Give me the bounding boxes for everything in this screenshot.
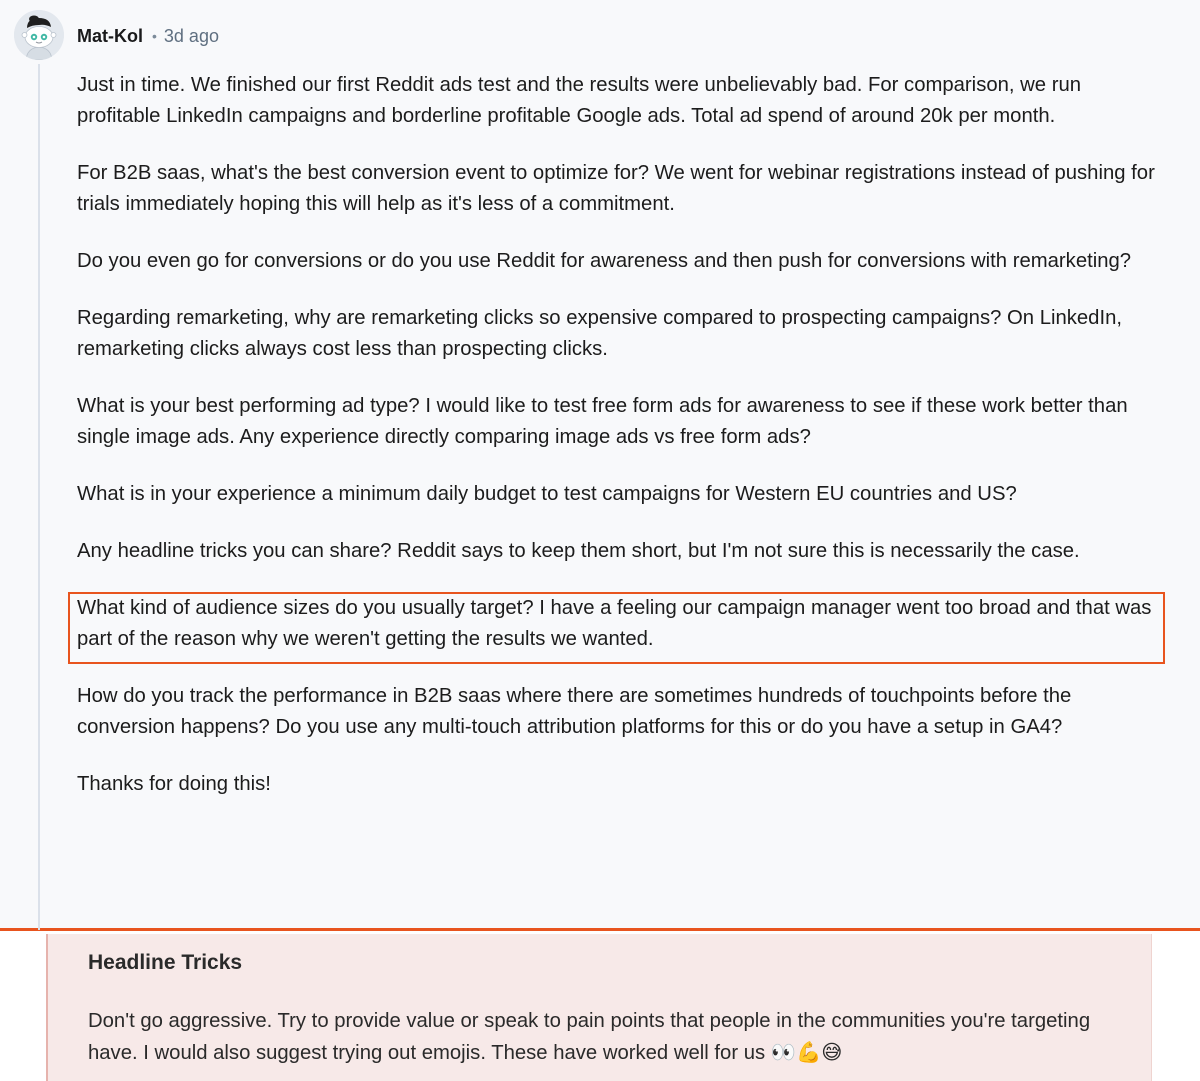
comment-paragraph: Thanks for doing this! — [77, 772, 271, 795]
highlight-box — [68, 592, 1165, 664]
snoo-avatar-icon[interactable] — [14, 10, 64, 60]
comment-paragraph: Do you even go for conversions or do you use Reddit for awareness and then push for conversions with remarketing? — [77, 250, 1132, 273]
callout-title: Headline Tricks — [88, 951, 243, 974]
comment-paragraph: What kind of audience sizes do you usually target? I have a feeling our campaign manager went too broad and that was part of the reason why we weren't getting the results we wanted. — [77, 596, 1152, 651]
comment-paragraph: Regarding remarketing, why are remarketing clicks so expensive compared to prospecting campaigns? On LinkedIn, remarketing clicks always cost less than prospecting clicks. — [77, 306, 1123, 361]
meta-separator: • — [152, 28, 157, 44]
comment-paragraph: What is your best performing ad type? I would like to test free form ads for awareness to see if these work better than single image ads. Any experience directly comparing image ads vs free form ads? — [77, 395, 1128, 449]
author-link[interactable]: Mat-Kol — [77, 25, 143, 46]
callout-body: Don't go aggressive. Try to provide value or speak to pain points that people in the communities you're targeting have. I would also suggest trying out emojis. These have worked well for us 👀💪😅 — [88, 1010, 1091, 1064]
comment-paragraph: What is in your experience a minimum daily budget to test campaigns for Western EU countries and US? — [77, 483, 1017, 506]
comment-paragraph: For B2B saas, what's the best conversion event to optimize for? We went for webinar registrations instead of pushing for trials immediately hoping this will help as it's less of a commitment. — [77, 162, 1155, 216]
comment-body — [77, 70, 1167, 826]
thread-line[interactable] — [38, 64, 40, 930]
comment-paragraph: Just in time. We finished our first Reddit ads test and the results were unbelievably bad. For comparison, we run profitable LinkedIn campaigns and borderline profitable Google ads. Total ad spend of around 20k per month. — [77, 74, 1082, 128]
comment-meta — [77, 24, 219, 48]
timestamp[interactable]: 3d ago — [163, 25, 219, 46]
comment-paragraph-highlighted: Any headline tricks you can share? Reddit says to keep them short, but I'm not sure this is necessarily the case. — [77, 539, 1080, 562]
comment-paragraph: How do you track the performance in B2B saas where there are sometimes hundreds of touchpoints before the conversion happens? Do you use any multi-touch attribution platforms for this or do you have a setup in GA4? — [77, 684, 1072, 739]
headline-tricks-callout — [46, 934, 1152, 1081]
